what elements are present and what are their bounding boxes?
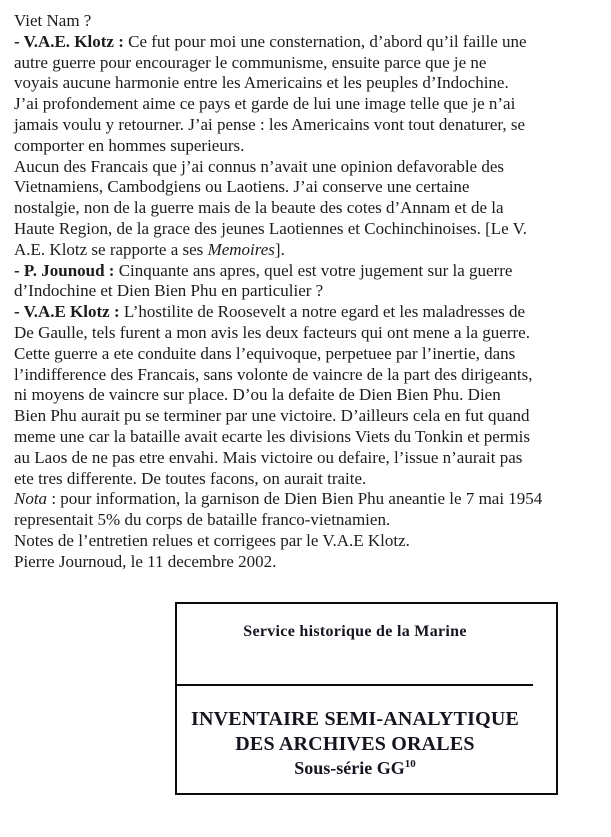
text-segment: Bien Phu aurait pu se terminer par une victoire. D’ailleurs cela en fut quand — [14, 406, 530, 426]
text-segment: voyais aucune harmonie entre les Americains et les peuples d’Indochine. — [14, 73, 509, 93]
text-segment: Memoires — [207, 239, 275, 259]
text-segment: Pierre Journoud, le 11 decembre 2002. — [14, 551, 277, 571]
text-line — [14, 177, 608, 198]
text-line — [14, 53, 608, 74]
text-line — [14, 365, 608, 386]
text-line — [14, 448, 608, 469]
text-segment: l’indifference des Francais, sans volonte de vaincre de la part des dirigeants, — [14, 364, 533, 384]
text-line — [14, 115, 608, 136]
text-segment: Vietnamiens, Cambodgiens ou Laotiens. J’ai conserve une certaine — [14, 177, 470, 197]
document-text — [14, 11, 608, 573]
text-segment: Viet Nam ? — [14, 11, 92, 30]
text-line — [14, 510, 608, 531]
text-segment: : pour information, la garnison de Dien Bien Phu aneantie le 7 mai 1954 — [47, 489, 543, 509]
text-line — [14, 240, 608, 261]
text-line — [14, 73, 608, 94]
stamp-subtitle-text: Sous-série GG — [294, 758, 405, 778]
archive-stamp-box — [175, 602, 558, 795]
text-line — [14, 302, 608, 323]
text-segment: L’hostilite de Roosevelt a notre egard et les maladresses de — [119, 302, 525, 322]
text-line — [14, 385, 608, 406]
text-segment: nostalgie, non de la guerre mais de la beaute des cotes d’Annam et de la — [14, 198, 504, 218]
text-segment: comporter en hommes superieurs. — [14, 135, 245, 155]
text-segment: Cette guerre a ete conduite dans l’equivoque, perpetuee par l’inertie, dans — [14, 343, 516, 363]
text-segment: representait 5% du corps de bataille franco-vietnamien. — [14, 510, 391, 530]
text-line — [14, 261, 608, 282]
text-line — [14, 219, 608, 240]
text-segment: ete tres differente. De toutes facons, on aurait traite. — [14, 468, 367, 488]
text-segment: Cinquante ans apres, quel est votre jugement sur la guerre — [114, 260, 513, 280]
text-line — [14, 157, 608, 178]
text-segment: Nota — [14, 489, 48, 509]
text-segment: A.E. Klotz se rapporte a ses — [14, 239, 208, 259]
text-line — [14, 94, 608, 115]
text-segment: au Laos de ne pas etre envahi. Mais victoire ou defaire, l’issue n’aurait pas — [14, 447, 523, 467]
text-line — [14, 427, 608, 448]
stamp-subtitle-superscript: 10 — [404, 758, 416, 770]
text-segment: De Gaulle, tels furent a mon avis les deux facteurs qui ont mene a la guerre. — [14, 322, 530, 342]
stamp-subtitle — [177, 757, 533, 779]
text-segment: - V.A.E. Klotz : — [14, 31, 124, 51]
text-line — [14, 32, 608, 53]
text-line — [14, 489, 608, 510]
text-line — [14, 406, 608, 427]
text-line — [14, 323, 608, 344]
text-line — [14, 344, 608, 365]
text-segment: - P. Jounoud : — [14, 260, 115, 280]
text-segment: meme une car la bataille avait ecarte les divisions Viets du Tonkin et permis — [14, 426, 530, 446]
text-line — [14, 198, 608, 219]
text-segment: J’ai profondement aime ce pays et garde de lui une image telle que je n’ai — [14, 94, 516, 114]
text-segment: ni moyens de vaincre sur place. D’ou la defaite de Dien Bien Phu. Dien — [14, 385, 501, 405]
stamp-header-section — [177, 604, 533, 686]
text-segment: Aucun des Francais que j’ai connus n’avait une opinion defavorable des — [14, 156, 505, 176]
text-segment: ]. — [274, 239, 285, 259]
text-segment: d’Indochine et Dien Bien Phu en particulier ? — [14, 281, 324, 301]
stamp-header: Service historique de la Marine — [243, 623, 467, 640]
text-line — [14, 136, 608, 157]
text-line — [14, 552, 608, 573]
stamp-title-line2: DES ARCHIVES ORALES — [235, 733, 475, 755]
text-segment: - V.A.E Klotz : — [14, 302, 120, 322]
text-segment: Haute Region, de la grace des jeunes Laotiennes et Cochinchinoises. [Le V. — [14, 218, 527, 238]
text-segment: Ce fut pour moi une consternation, d’abord qu’il faille une — [123, 31, 527, 51]
stamp-title-section — [177, 686, 533, 779]
text-line — [14, 11, 608, 32]
text-line — [14, 531, 608, 552]
stamp-title-line1: INVENTAIRE SEMI-ANALYTIQUE — [190, 708, 520, 730]
text-segment: jamais voulu y retourner. J’ai pense : les Americains vont tout denaturer, se — [14, 114, 526, 134]
text-segment: autre guerre pour encourager le communisme, ensuite parce que je ne — [14, 52, 487, 72]
text-segment: Notes de l’entretien relues et corrigees par le V.A.E Klotz. — [14, 530, 410, 550]
text-line — [14, 281, 608, 302]
text-line — [14, 469, 608, 490]
